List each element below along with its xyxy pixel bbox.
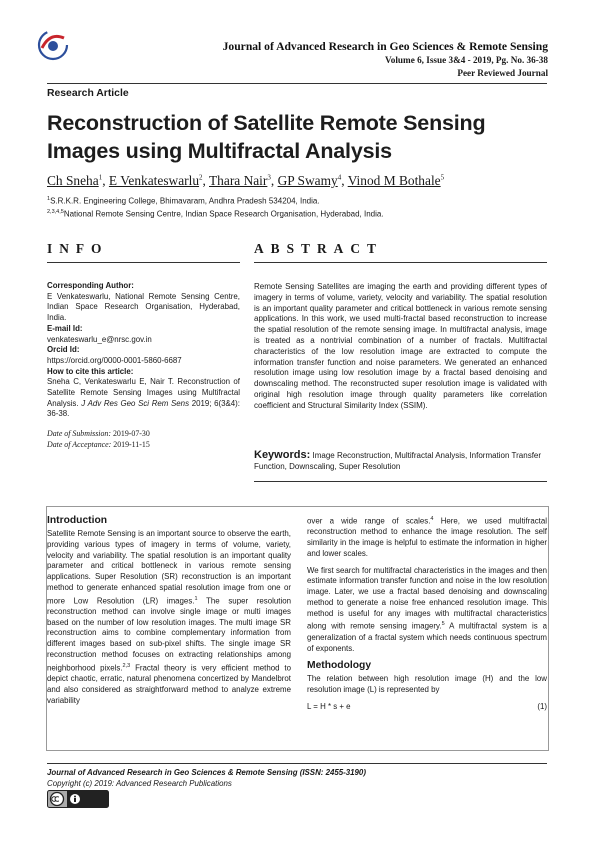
orcid-label: Orcid Id: [47, 345, 80, 355]
affiliation-text: National Remote Sensing Centre, Indian Space Research Organisation, Hyderabad, India. [63, 209, 384, 219]
volume-line: Volume 6, Issue 3&4 - 2019, Pg. No. 36-38 [385, 55, 548, 65]
abstract-bottom-divider [254, 481, 547, 482]
text-run: Fractal theory is very efficient method to depict chaotic, erratic, natural phenomena concertized by Mandelbrot and also considered as straightforward method to analyze extreme variability [47, 663, 292, 705]
author-name[interactable]: Thara Nair [209, 173, 268, 188]
affiliation [47, 196, 320, 206]
methodology-paragraph: The relation between high resolution image (H) and the low resolution image (L) is represented by [307, 674, 547, 694]
footer-journal-issn: Journal of Advanced Research in Geo Sciences & Remote Sensing (ISSN: 2455-3190) [47, 768, 366, 777]
reference-marker[interactable]: 4 [430, 516, 434, 522]
abstract-text: Remote Sensing Satellites are imaging the earth and providing different types of imagery in terms of volume, variety, velocity and variability. The spatial resolution is an important quality parameter and critical bottleneck in various remote sensing applications. In this work, we used multi-fractal based reconstruction to increase the spatial resolution of the remote sensing image. In multifractal analysis, image is treated as a nontrivial combination of a number of fractals. Multifractal characteristics of the low resolution image are extracted to compute the information transfer function and noise parameters. We generated an enhanced resolution image using low resolution image by a fractal based denoising and downscaling method. The reconstructed super resolution image is validated with original high resolution image through quality parameters like correlation coefficient and Structural Similarity Index (SSIM). [254, 282, 547, 410]
cc-license-badge-icon[interactable] [47, 790, 109, 808]
equation: L = H * s + e [307, 701, 351, 711]
journal-name: Journal of Advanced Research in Geo Sciences & Remote Sensing [222, 40, 548, 53]
body-column-left [47, 514, 291, 706]
body-paragraph [307, 514, 547, 560]
abstract-divider [254, 262, 547, 263]
citation-text: Sneha C, Venkateswarlu E, Nair T. Reconstruction of Satellite Remote Sensing Images using Multifractal Analysis. [47, 377, 240, 408]
email-link[interactable]: venkateswarlu_e@nrsc.gov.in [47, 334, 152, 344]
author-name[interactable]: GP Swamy [277, 173, 338, 188]
body-column-right [307, 514, 547, 713]
citation-journal: J Adv Res Geo Sci Rem Sens [81, 398, 190, 408]
header-divider [47, 83, 547, 84]
author-list: Ch Sneha$^1$, E Venkateswarlu$^2$, Thara Nair$^3$, GP Swamy$^4$, Vinod M Bothale$^5$ [47, 173, 445, 188]
dates [47, 428, 240, 450]
text-run: We first search for multifractal characteristics in the images and then estimate information transfer function and noise in the low resolution image. Later, we use a fractal based denoising and downscaling method to generate a noise free enhanced resolution image. This method is useful for any images with multifractal characteristics along with remote sensing imagery. [307, 565, 547, 631]
affiliation [47, 209, 384, 219]
author-sup: 4 [337, 173, 342, 182]
reference-marker[interactable]: 1 [194, 595, 198, 602]
keywords-label: Keywords: [254, 449, 311, 461]
info-divider [47, 262, 240, 263]
keywords-text: Image Reconstruction, Multifractal Analysis, Information Transfer Function, Downscaling, Super Resolution [254, 451, 542, 471]
keywords [254, 450, 547, 472]
author-sup: 2 [199, 173, 203, 182]
author-sup: 5 [440, 173, 445, 182]
reference-marker[interactable]: 2,3 [122, 662, 131, 669]
author-name[interactable]: Vinod M Bothale [347, 173, 441, 188]
citation [47, 377, 240, 420]
cite-label: How to cite this article: [47, 366, 134, 376]
orcid-link[interactable]: https://orcid.org/0000-0001-5860-6687 [47, 355, 182, 365]
affiliation-sup: 2,3,4,5 [47, 209, 64, 215]
submission-label: Date of Submission: [47, 429, 111, 439]
acceptance-label: Date of Acceptance: [47, 440, 112, 450]
email-label: E-mail Id: [47, 323, 83, 333]
info-heading: INFO [47, 241, 109, 256]
text-run: Satellite Remote Sensing is an important source to observe the earth, providing various types of imagery in terms of volume, variety, velocity and variability. The spatial resolution is an important quality parameter and critical bottleneck in various remote sensing applications. Super Resolution (SR) reconstruction is an important method to generate enhanced spatial resolution image from one or more Low Resolution (LR) images. [47, 529, 291, 606]
equation-number: (1) [537, 701, 547, 711]
corresponding-author-label: Corresponding Author: [47, 281, 134, 290]
affiliation-sup: 1 [47, 196, 51, 202]
article-type: Research Article [47, 88, 129, 99]
peer-reviewed-line: Peer Reviewed Journal [457, 68, 548, 78]
introduction-heading: Introduction [47, 515, 108, 526]
citation-tail: 2019; 6(3&4): 36-38. [47, 398, 240, 419]
text-run: The super resolution reconstruction method can involve single image or multi images based on the number of low resolution images. The multi image SR reconstruction aims to combine complementary information from different images based on sub-pixel shifts. The single image SR reconstruction method focuses on extracting relationships among neighborhood pixels. [47, 596, 292, 673]
author-sup: 1 [98, 173, 103, 182]
text-run: Here, we used multifractal reconstruction method to enhance the image resolution. The self similarity in the image is helpful to estimate the information in higher and lower scales. [307, 516, 547, 558]
author-name[interactable]: E Venkateswarlu [108, 173, 200, 188]
acceptance-date: 2019-11-15 [113, 440, 150, 450]
methodology-heading: Methodology [307, 660, 372, 672]
reference-marker[interactable]: 5 [441, 621, 445, 628]
text-run: A multifractal system is a generalization of a fractal system which needs continuous spectrum of exponents. [307, 622, 547, 653]
footer-copyright: Copyright (c) 2019: Advanced Research Publications [47, 779, 232, 788]
paper-title: Reconstruction of Satellite Remote Sensing Images using Multifractal Analysis [47, 111, 486, 163]
equation-row [307, 702, 547, 713]
article-info [47, 281, 240, 450]
abstract-heading: ABSTRACT [254, 241, 383, 256]
footer-divider [47, 763, 547, 764]
author-name[interactable]: Ch Sneha [47, 173, 99, 188]
introduction-paragraph [47, 529, 291, 706]
text-run: over a wide range of scales. [307, 516, 431, 526]
affiliation-text: S.R.K.R. Engineering College, Bhimavaram, Andhra Pradesh 534204, India. [50, 196, 320, 206]
journal-logo [36, 28, 70, 62]
author-sup: 3 [267, 173, 271, 182]
body-paragraph [307, 566, 547, 655]
corresponding-author-text: E Venkateswarlu, National Remote Sensing Centre, Indian Space Research Organisation, Hyderabad, India. [47, 291, 240, 323]
submission-date: 2019-07-30 [112, 429, 150, 439]
